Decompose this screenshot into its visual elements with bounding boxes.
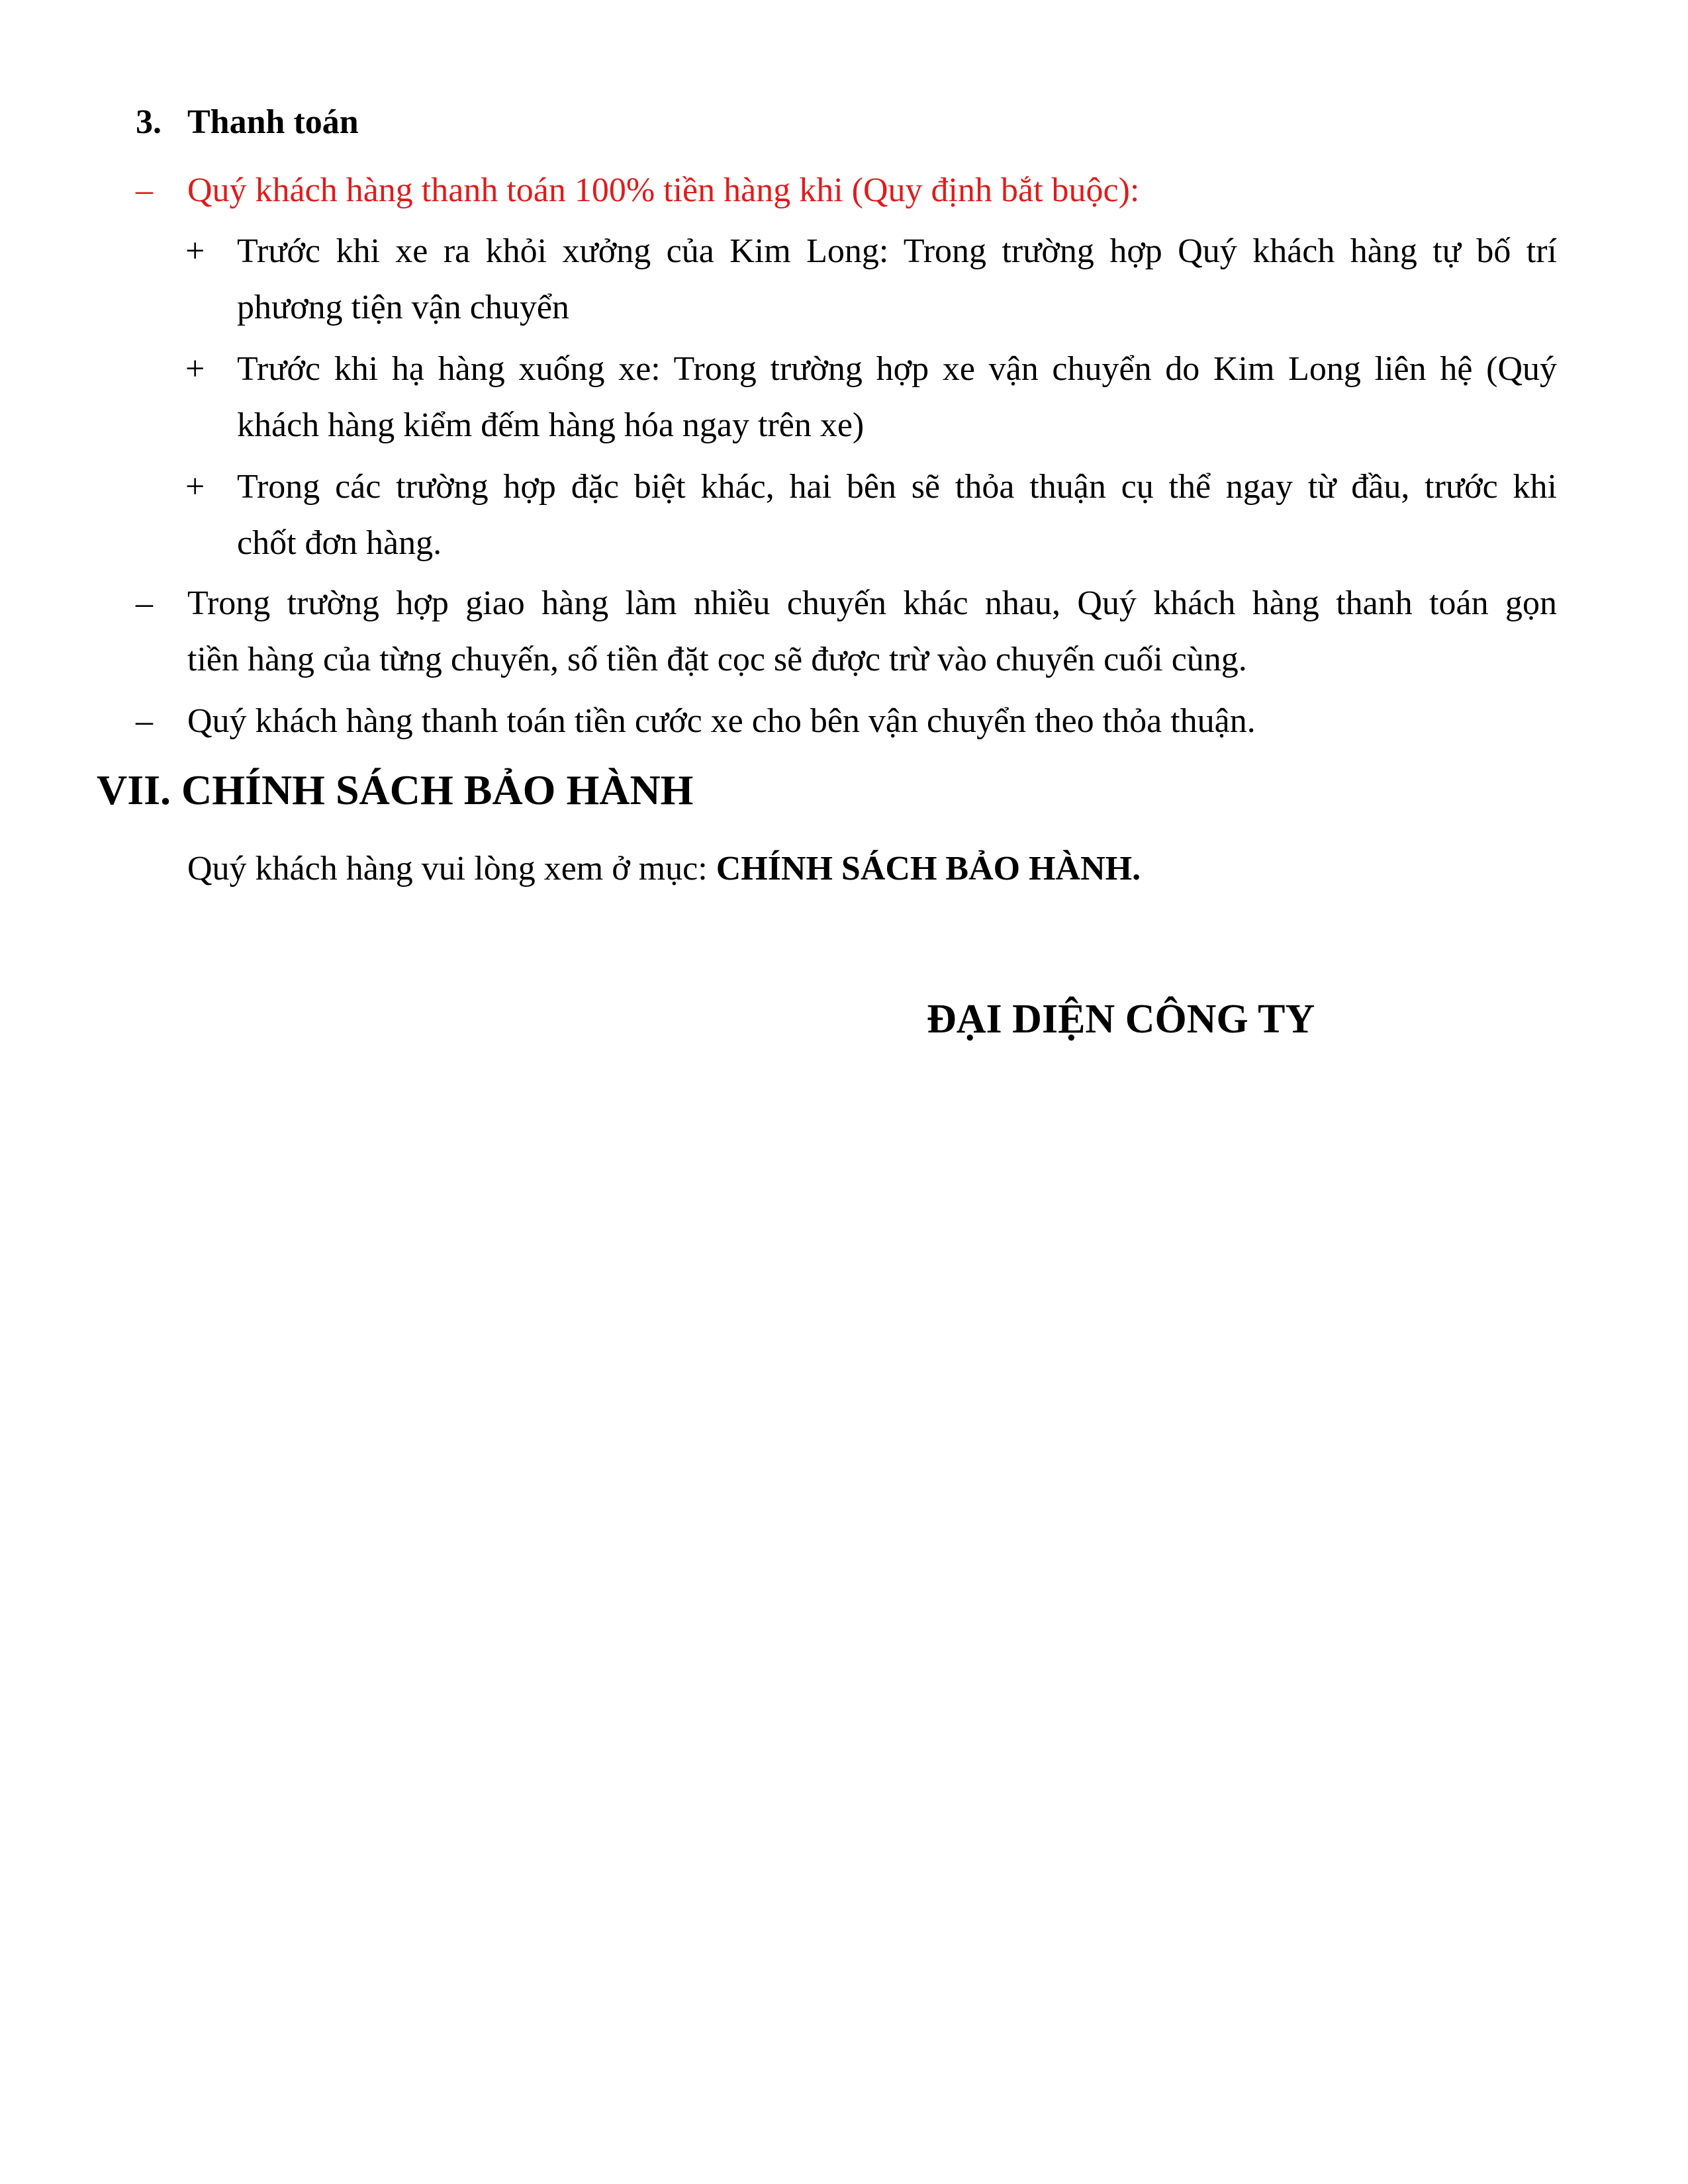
payment-section-heading: Thanh toán <box>187 103 359 141</box>
sub-item-3-line1: Trong các trường hợp đặc biệt khác, hai bên sẽ thỏa thuận cụ thể ngay từ đầu, trước khi <box>237 468 1557 506</box>
plus-bullet: + <box>185 468 205 506</box>
sub-item-2-line1: Trước khi hạ hàng xuống xe: Trong trường hợp xe vận chuyển do Kim Long liên hệ (Quý <box>237 350 1557 388</box>
warranty-heading: VII. CHÍNH SÁCH BẢO HÀNH <box>97 766 694 813</box>
warranty-text <box>187 849 1141 889</box>
multi-trip-line2: tiền hàng của từng chuyến, số tiền đặt cọc sẽ được trừ vào chuyến cuối cùng. <box>187 641 1247 678</box>
warranty-text-prefix: Quý khách hàng vui lòng xem ở mục: <box>187 850 716 887</box>
dash-bullet: – <box>136 702 153 740</box>
plus-bullet: + <box>185 232 205 270</box>
sub-item-2-line2: khách hàng kiểm đếm hàng hóa ngay trên xe) <box>237 406 865 444</box>
sub-item-1-line2: phương tiện vận chuyển <box>237 289 569 326</box>
sub-item-3-line2: chốt đơn hàng. <box>237 524 442 562</box>
warranty-text-bold: CHÍNH SÁCH BẢO HÀNH. <box>716 850 1141 887</box>
plus-bullet: + <box>185 350 205 388</box>
multi-trip-line1: Trong trường hợp giao hàng làm nhiều chuyến khác nhau, Quý khách hàng thanh toán gọn <box>187 584 1557 622</box>
payment-requirement: Quý khách hàng thanh toán 100% tiền hàng khi (Quy định bắt buộc): <box>187 171 1140 209</box>
sub-item-1-line1: Trước khi xe ra khỏi xưởng của Kim Long: Trong trường hợp Quý khách hàng tự bố trí <box>237 232 1557 270</box>
dash-bullet: – <box>136 171 153 209</box>
company-representative-label: ĐẠI DIỆN CÔNG TY <box>927 997 1315 1042</box>
payment-section-number: 3. <box>136 103 162 141</box>
dash-bullet: – <box>136 584 153 622</box>
freight-payment: Quý khách hàng thanh toán tiền cước xe cho bên vận chuyển theo thỏa thuận. <box>187 702 1256 740</box>
